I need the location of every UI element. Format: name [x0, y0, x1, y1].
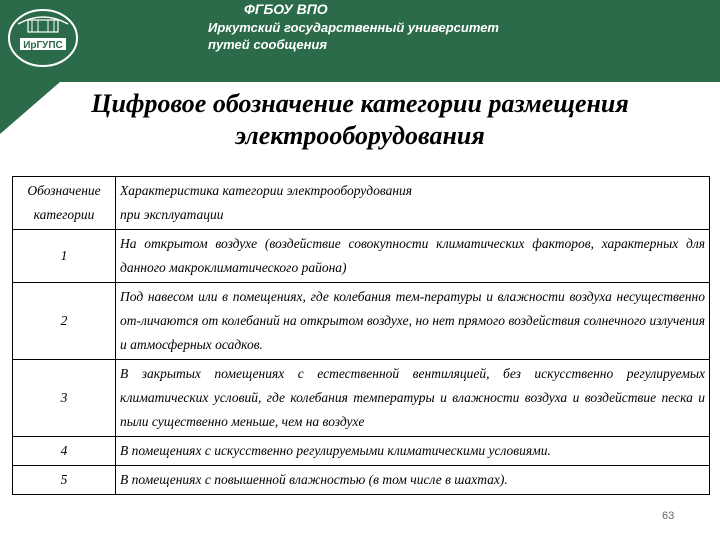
header-characteristic	[116, 177, 710, 230]
page-number: 63	[662, 510, 675, 522]
category-table	[12, 176, 710, 495]
header-characteristic-line-1: Характеристика категории электрооборудования	[120, 183, 413, 198]
row-code: 3	[13, 360, 116, 437]
row-code: 1	[13, 230, 116, 283]
header-designation	[13, 177, 116, 230]
org-line-2: Иркутский государственный университет	[208, 20, 499, 35]
title-line-2: электрооборудования	[235, 121, 485, 150]
table-row	[13, 360, 710, 437]
table-row	[13, 437, 710, 466]
header-band	[0, 0, 720, 82]
table-row	[13, 466, 710, 495]
table-row	[13, 283, 710, 360]
header-designation-line-1: Обозначение	[27, 183, 101, 198]
row-description: В помещениях с повышенной влажностью (в том числе в шахтах).	[116, 466, 710, 495]
logo-text: ИрГУПС	[23, 40, 63, 51]
university-logo	[6, 4, 80, 70]
slide-title	[0, 88, 720, 152]
row-code: 2	[13, 283, 116, 360]
header-characteristic-line-2: при эксплуатации	[120, 207, 224, 222]
row-description: В помещениях с искусственно регулируемыми климатическими условиями.	[116, 437, 710, 466]
org-line-1: ФГБОУ ВПО	[244, 1, 328, 17]
header-designation-line-2: категории	[33, 207, 95, 222]
row-code: 5	[13, 466, 116, 495]
title-line-1: Цифровое обозначение категории размещения	[91, 89, 629, 118]
row-description: Под навесом или в помещениях, где колебания тем-пературы и влажности воздуха несущественно от-личаются от колебаний на открытом воздухе, но нет прямого воздействия солнечного излучения и атмосферных осадков.	[116, 283, 710, 360]
row-description: На открытом воздухе (воздействие совокупности климатических факторов, характерных для данного макроклиматического района)	[116, 230, 710, 283]
table-row	[13, 230, 710, 283]
table-header-row	[13, 177, 710, 230]
org-line-3: путей сообщения	[208, 37, 328, 52]
row-description: В закрытых помещениях с естественной вентиляцией, без искусственно регулируемых климатических условий, где колебания температуры и влажности воздуха и воздействие песка и пыли существенно меньше, чем на воздухе	[116, 360, 710, 437]
row-code: 4	[13, 437, 116, 466]
